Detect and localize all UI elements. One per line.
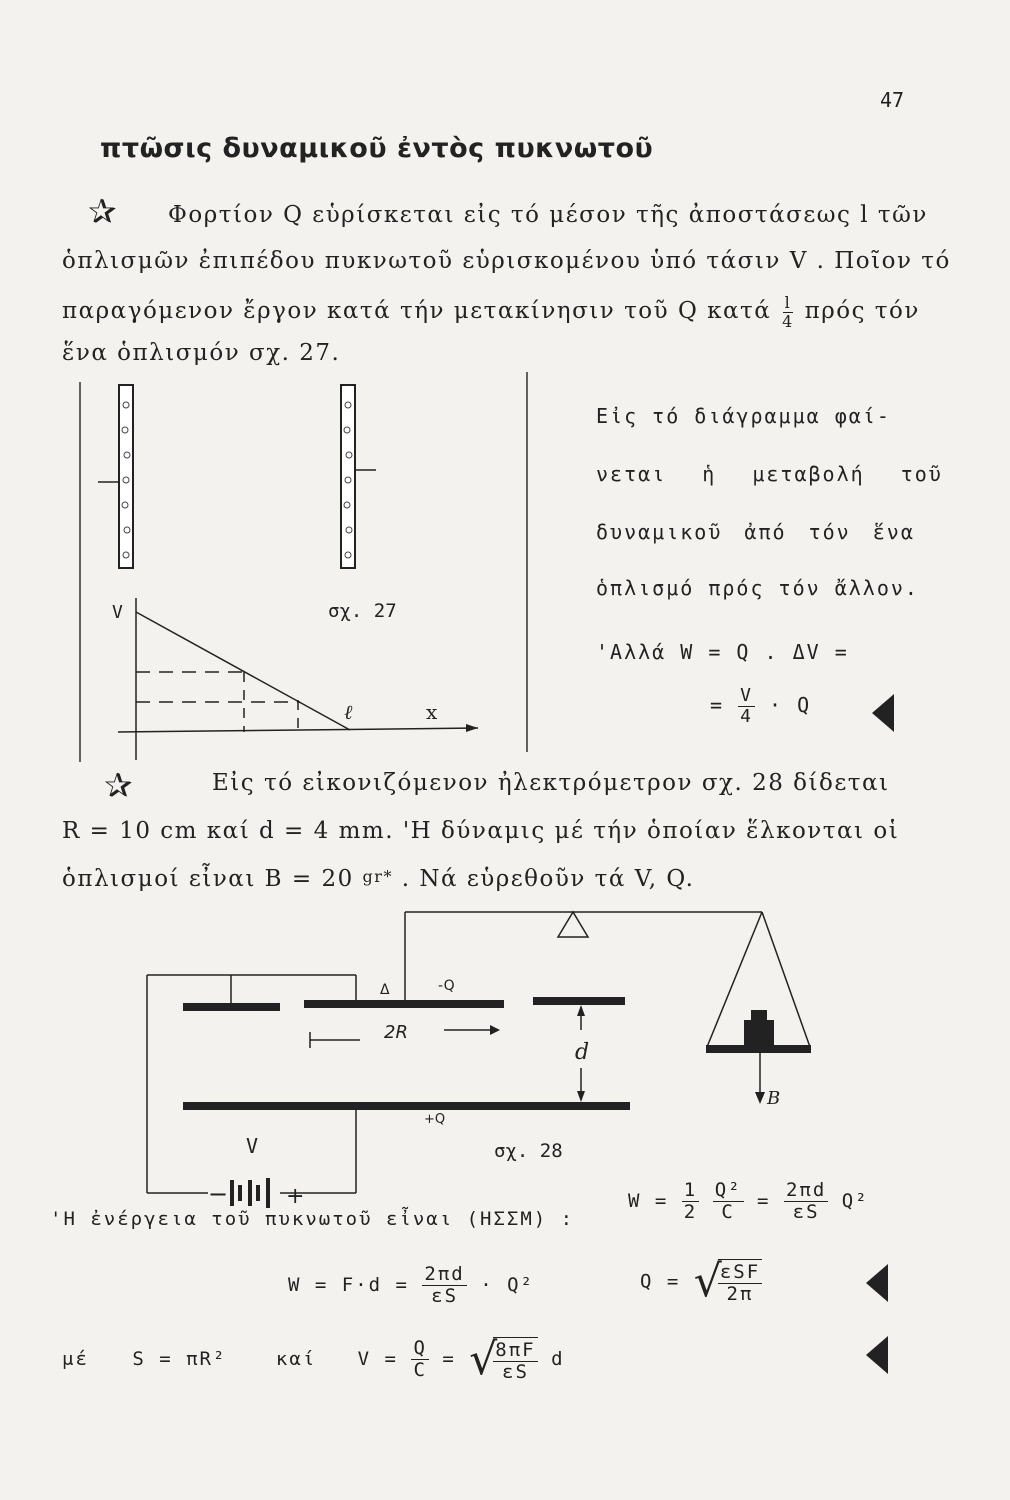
fig28-delta: Δ <box>380 982 390 998</box>
d-tail: d <box>551 1348 565 1370</box>
problem1-line2: ὁπλισμῶν ἐπιπέδου πυκνωτοῦ εὑρισκομένου ὑπό τάσιν V . Ποῖον τό <box>62 248 951 274</box>
fig27-side-text-4: ὁπλισμό πρός τόν ἄλλον. <box>596 576 919 600</box>
fig28-plus: + <box>286 1184 305 1209</box>
q-eq: Q = <box>640 1270 681 1293</box>
twopid-2: 2πd <box>424 1263 465 1285</box>
fig27-l-label: ℓ <box>344 700 353 724</box>
fraction-2pid-over-es-2 <box>422 1264 466 1307</box>
fraction-half <box>682 1180 699 1223</box>
frac-den: 4 <box>782 311 794 331</box>
work-formula <box>288 1264 534 1307</box>
fig28-minus-q: -Q <box>438 978 455 994</box>
q2-num: Q² <box>714 1179 742 1201</box>
fig27-equation-1: 'Αλλά W = Q . ΔV = <box>596 640 849 664</box>
eq2-suffix: · Q <box>768 692 812 717</box>
q-formula <box>640 1256 762 1307</box>
fig27-v-label: V <box>112 602 123 623</box>
fig28-v: V <box>246 1134 259 1158</box>
star-icon-2: ✰ <box>104 766 133 806</box>
frac-v: V <box>740 685 753 706</box>
fig28-caption: σχ. 28 <box>494 1140 563 1162</box>
v-eq: V = <box>357 1348 398 1370</box>
c-den: C <box>721 1200 735 1223</box>
problem2-line3-a: ὁπλισμοί εἶναι B = 20 <box>62 866 354 892</box>
section-title: πτῶσις δυναμικοῦ ἐντὸς πυκνωτοῦ <box>100 133 654 164</box>
q2: Q² <box>841 1189 869 1212</box>
w-eq2: W = F·d = <box>288 1273 409 1296</box>
problem1-line3-b: πρός τόν <box>804 298 920 325</box>
frac-num: l <box>784 293 792 312</box>
fraction-8pif-over-es <box>493 1337 537 1383</box>
fraction-esf-over-2pi <box>718 1259 762 1305</box>
marker-triangle-icon-2 <box>866 1264 888 1302</box>
fig28-minus: − <box>208 1180 229 1208</box>
eps-s: εS <box>792 1200 820 1223</box>
fig27-caption: σχ. 27 <box>328 600 397 622</box>
star-icon: ✰ <box>88 192 117 232</box>
problem1-line1: Φορτίον Q εὑρίσκεται εἰς τό μέσον τῆς ἀποστάσεως l τῶν <box>168 202 928 228</box>
fraction-2pid-over-es <box>784 1180 828 1223</box>
half-num: 1 <box>683 1179 698 1201</box>
dot-q2: · Q² <box>480 1273 534 1296</box>
twopid: 2πd <box>785 1179 827 1201</box>
problem2-line1: Εἰς τό εἰκονιζόμενον ἠλεκτρόμετρον σχ. 28 δίδεται <box>212 770 890 796</box>
c-den-2: C <box>413 1359 427 1381</box>
eq2-prefix: = <box>710 692 725 717</box>
problem2-line2: R = 10 cm καί d = 4 mm. 'Η δύναμις μέ τήν ὁποίαν ἕλκονται οἱ <box>62 818 900 844</box>
fig27-side-text-3: δυναμικοῦ ἀπό τόν ἕνα <box>596 520 915 544</box>
final-line <box>62 1334 565 1385</box>
fig28-b: B <box>767 1088 781 1109</box>
energy-label: 'Η ἐνέργεια τοῦ πυκνωτοῦ εἶναι (ΗΣΣΜ) : <box>50 1208 575 1230</box>
two-pi: 2π <box>726 1282 754 1305</box>
energy-formula <box>628 1180 869 1223</box>
eps-s-2: εS <box>431 1284 459 1307</box>
esf: εSF <box>719 1260 761 1283</box>
fraction-q-over-c <box>411 1338 428 1381</box>
problem2-line3-b: . Νά εὑρεθοῦν τά V, Q. <box>401 866 695 892</box>
me-word: μέ <box>62 1348 89 1370</box>
eight-pi-f: 8πF <box>495 1338 536 1361</box>
fig27-side-text-1: Εἰς τό διάγραμμα φαί- <box>596 404 891 428</box>
q-num: Q <box>413 1337 427 1360</box>
half-den: 2 <box>683 1200 698 1223</box>
sqrt-sign-icon: √ <box>693 1256 724 1307</box>
problem1-line4: ἕνα ὁπλισμόν σχ. 27. <box>62 340 341 366</box>
fig27-side-text-2: νεται ἡ μεταβολή τοῦ <box>596 462 943 486</box>
kai-word: καί <box>275 1348 317 1370</box>
equals: = <box>757 1189 771 1212</box>
s-eq: S = πR² <box>132 1348 227 1370</box>
fig28-plus-q: +Q <box>424 1112 446 1127</box>
fig27-x-label: x <box>426 700 438 724</box>
marker-triangle-icon-3 <box>866 1336 888 1374</box>
fig28-d: d <box>575 1040 590 1065</box>
sqrt-sign-icon-2: √ <box>469 1334 500 1385</box>
eps-s-3: εS <box>502 1360 529 1383</box>
fig28-2r: 2R <box>384 1022 408 1043</box>
page-number: 47 <box>880 88 905 112</box>
problem1-line3-a: παραγόμενον ἔργον κατά τήν μετακίνησιν τοῦ Q κατά <box>62 298 772 325</box>
frac-4: 4 <box>740 705 753 727</box>
problem2-unit: gr* <box>362 867 393 886</box>
equals-2: = <box>442 1348 456 1370</box>
w-eq1: W = <box>628 1189 669 1212</box>
fraction-q2-over-c <box>713 1180 744 1223</box>
